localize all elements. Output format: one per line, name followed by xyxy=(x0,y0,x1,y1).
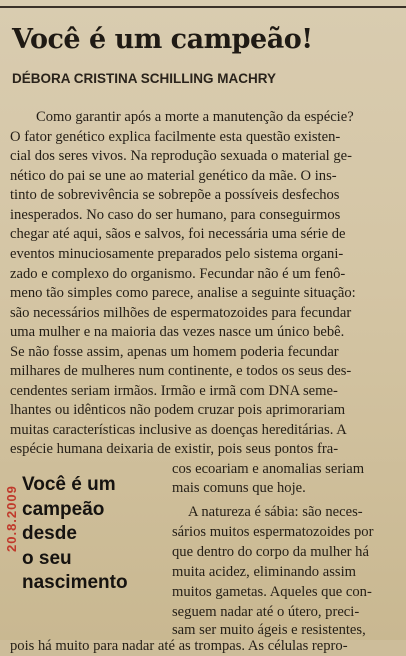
body-line: espécie humana deixaria de existir, pois seus pontos fra- xyxy=(10,441,339,457)
body-line: zado e complexo do organismo. Fecundar não é um fenô- xyxy=(10,266,346,282)
body-line: são necessários milhões de espermatozoides para fecundar xyxy=(10,305,352,321)
body-line: eventos minuciosamente preparados pelo sistema organi- xyxy=(10,246,344,262)
body-line: cendentes seriam irmãos. Irmão e irmã com DNA seme- xyxy=(10,383,338,399)
pull-quote-line: o seu xyxy=(22,547,72,569)
body-line: Como garantir após a morte a manutenção da espécie? xyxy=(36,109,354,125)
pull-quote-line: campeão xyxy=(22,498,105,520)
pull-quote xyxy=(22,473,162,596)
body-line: uma mulher e na maioria das vezes nasce um único bebê. xyxy=(10,324,345,340)
date-stamp: 20.8.2009 xyxy=(4,485,19,552)
article-author: DÉBORA CRISTINA SCHILLING MACHRY xyxy=(12,71,276,86)
body-line: muitos gametas. Aqueles que con- xyxy=(172,584,372,600)
body-line: cial dos seres vivos. Na reprodução sexuada o material ge- xyxy=(10,148,353,164)
body-line: muitas características inclusive as doenças hereditárias. A xyxy=(10,422,347,438)
body-line: Se não fosse assim, apenas um homem poderia fecundar xyxy=(10,344,339,360)
body-line: mais comuns que hoje. xyxy=(172,480,306,496)
body-line: O fator genético explica facilmente esta questão existen- xyxy=(10,129,341,145)
pull-quote-line: nascimento xyxy=(22,572,128,593)
body-line: sam ser muito ágeis e resistentes, xyxy=(172,622,366,638)
body-line: meno tão simples como parece, analise a seguinte situação: xyxy=(10,285,356,301)
body-line: tinto de sobrevivência se sobrepõe a possíveis desfechos xyxy=(10,187,340,203)
body-line: lhantes ou idênticos não podem cruzar pois aprimorariam xyxy=(10,402,346,418)
body-line: pois há muito para nadar até as trompas. As células repro- xyxy=(10,638,348,654)
body-line: nético do pai se une ao material genético da mãe. O ins- xyxy=(10,168,337,184)
body-line: inesperados. No caso do ser humano, para conseguirmos xyxy=(10,207,341,223)
body-line: sários muitos espermatozoides por xyxy=(172,524,374,540)
article-title: Você é um campeão! xyxy=(12,24,313,55)
top-rule xyxy=(0,6,406,8)
body-line: chegar até aqui, sãos e salvos, foi necessária uma série de xyxy=(10,226,346,242)
pull-quote-line: desde xyxy=(22,523,77,544)
pull-quote-line: Você é um xyxy=(22,474,116,495)
body-line: muita acidez, eliminando assim xyxy=(172,564,356,580)
body-line: seguem nadar até o útero, preci- xyxy=(172,604,360,620)
body-line: A natureza é sábia: são neces- xyxy=(188,504,363,520)
body-line: milhares de mulheres num continente, e todos os seus des- xyxy=(10,363,352,379)
body-line: cos ecoariam e anomalias seriam xyxy=(172,461,365,477)
body-line: que dentro do corpo da mulher há xyxy=(172,544,369,560)
